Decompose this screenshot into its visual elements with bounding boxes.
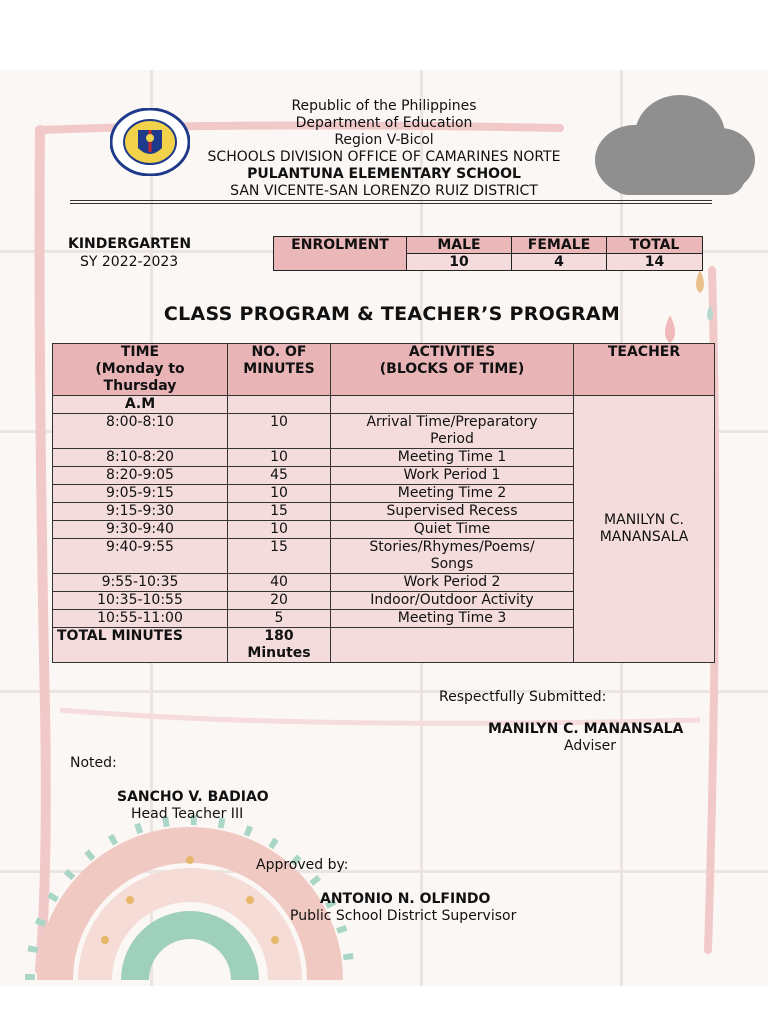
minutes-cell: 10: [228, 485, 331, 503]
minutes-cell: 40: [228, 574, 331, 592]
letterhead-line: SCHOOLS DIVISION OFFICE OF CAMARINES NORTE: [207, 149, 561, 165]
activity-text: Meeting Time 2: [397, 485, 507, 501]
male-count: 10: [407, 254, 512, 271]
minutes-cell: 10: [228, 521, 331, 539]
enrolment-table: [273, 236, 703, 271]
school-name: PULANTUNA ELEMENTARY SCHOOL: [247, 166, 521, 182]
activity-cell: [331, 414, 574, 449]
activity-text: Period: [430, 431, 474, 447]
time-cell: 8:10-8:20: [53, 449, 228, 467]
district-name: SAN VICENTE-SAN LORENZO RUIZ DISTRICT: [230, 183, 538, 199]
header-text: MINUTES: [243, 361, 315, 377]
teacher-name: MANANSALA: [599, 529, 689, 545]
activity-cell: [331, 503, 574, 521]
head-teacher-name: SANCHO V. BADIAO: [117, 789, 269, 805]
header-text: (Monday to: [95, 361, 185, 377]
letterhead-line: Republic of the Philippines: [291, 98, 477, 114]
minutes-cell: 20: [228, 592, 331, 610]
activity-text: Supervised Recess: [386, 503, 518, 519]
activity-cell: [331, 610, 574, 628]
activity-cell: [331, 539, 574, 574]
minutes-cell: 15: [228, 503, 331, 521]
teacher-name: MANILYN C.: [604, 512, 684, 528]
time-cell: 9:05-9:15: [53, 485, 228, 503]
activity-text: Meeting Time 1: [397, 449, 507, 465]
submitted-label: Respectfully Submitted:: [439, 689, 607, 705]
activity-text: Work Period 1: [403, 467, 501, 483]
noted-label: Noted:: [70, 755, 117, 771]
female-count: 4: [512, 254, 607, 271]
minutes-column-header: [228, 344, 331, 396]
empty-cell: [331, 396, 574, 414]
teacher-cell: [574, 396, 715, 663]
activity-text: Work Period 2: [403, 574, 501, 590]
page-title: CLASS PROGRAM & TEACHER’S PROGRAM: [163, 303, 621, 325]
activity-text: Meeting Time 3: [397, 610, 507, 626]
activity-cell: [331, 467, 574, 485]
activity-text: Songs: [430, 556, 474, 572]
activities-column-header: [331, 344, 574, 396]
minutes-cell: 15: [228, 539, 331, 574]
activity-text: Indoor/Outdoor Activity: [370, 592, 534, 608]
enrolment-label: ENROLMENT: [274, 237, 407, 271]
minutes-cell: 45: [228, 467, 331, 485]
activity-cell: [331, 574, 574, 592]
header-text: (BLOCKS OF TIME): [379, 361, 525, 377]
time-cell: 10:35-10:55: [53, 592, 228, 610]
activity-text: Quiet Time: [413, 521, 491, 537]
letterhead: [0, 98, 768, 200]
adviser-title: Adviser: [564, 738, 617, 754]
supervisor-name: ANTONIO N. OLFINDO: [320, 891, 491, 907]
activity-cell: [331, 485, 574, 503]
rainbow-illustration: [10, 700, 370, 986]
time-cell: 10:55-11:00: [53, 610, 228, 628]
activity-cell: [331, 521, 574, 539]
teacher-column-header: TEACHER: [574, 344, 715, 396]
session-label: A.M: [53, 396, 228, 414]
school-year: SY 2022-2023: [80, 254, 179, 270]
header-divider: [70, 200, 712, 201]
adviser-name: MANILYN C. MANANSALA: [488, 721, 684, 737]
empty-cell: [228, 396, 331, 414]
time-cell: 9:55-10:35: [53, 574, 228, 592]
activity-text: Arrival Time/Preparatory: [366, 414, 538, 430]
grade-level: KINDERGARTEN: [68, 236, 192, 252]
minutes-cell: 10: [228, 449, 331, 467]
activity-text: Stories/Rhymes/Poems/: [369, 539, 535, 555]
total-minutes-value: [228, 628, 331, 663]
time-cell: 9:30-9:40: [53, 521, 228, 539]
header-text: NO. OF: [251, 344, 307, 360]
header-divider: [70, 203, 712, 204]
approved-label: Approved by:: [256, 857, 349, 873]
time-cell: 8:20-9:05: [53, 467, 228, 485]
activity-cell: [331, 592, 574, 610]
total-header: TOTAL: [607, 237, 703, 254]
minutes-cell: 10: [228, 414, 331, 449]
time-cell: 9:40-9:55: [53, 539, 228, 574]
header-text: TIME: [120, 344, 160, 360]
total-count: 14: [607, 254, 703, 271]
supervisor-title: Public School District Supervisor: [290, 908, 517, 924]
total-minutes-label: TOTAL MINUTES: [53, 628, 228, 663]
total-minutes-unit: Minutes: [247, 645, 311, 661]
empty-cell: [331, 628, 574, 663]
male-header: MALE: [407, 237, 512, 254]
letterhead-line: Region V-Bicol: [334, 132, 434, 148]
header-text: Thursday: [103, 378, 177, 394]
head-teacher-title: Head Teacher III: [131, 806, 244, 822]
class-program-table: [52, 343, 715, 663]
header-text: ACTIVITIES: [408, 344, 496, 360]
minutes-cell: 5: [228, 610, 331, 628]
letterhead-line: Department of Education: [295, 115, 473, 131]
female-header: FEMALE: [512, 237, 607, 254]
time-cell: 9:15-9:30: [53, 503, 228, 521]
time-cell: 8:00-8:10: [53, 414, 228, 449]
time-column-header: [53, 344, 228, 396]
activity-cell: [331, 449, 574, 467]
total-minutes-number: 180: [264, 628, 294, 644]
